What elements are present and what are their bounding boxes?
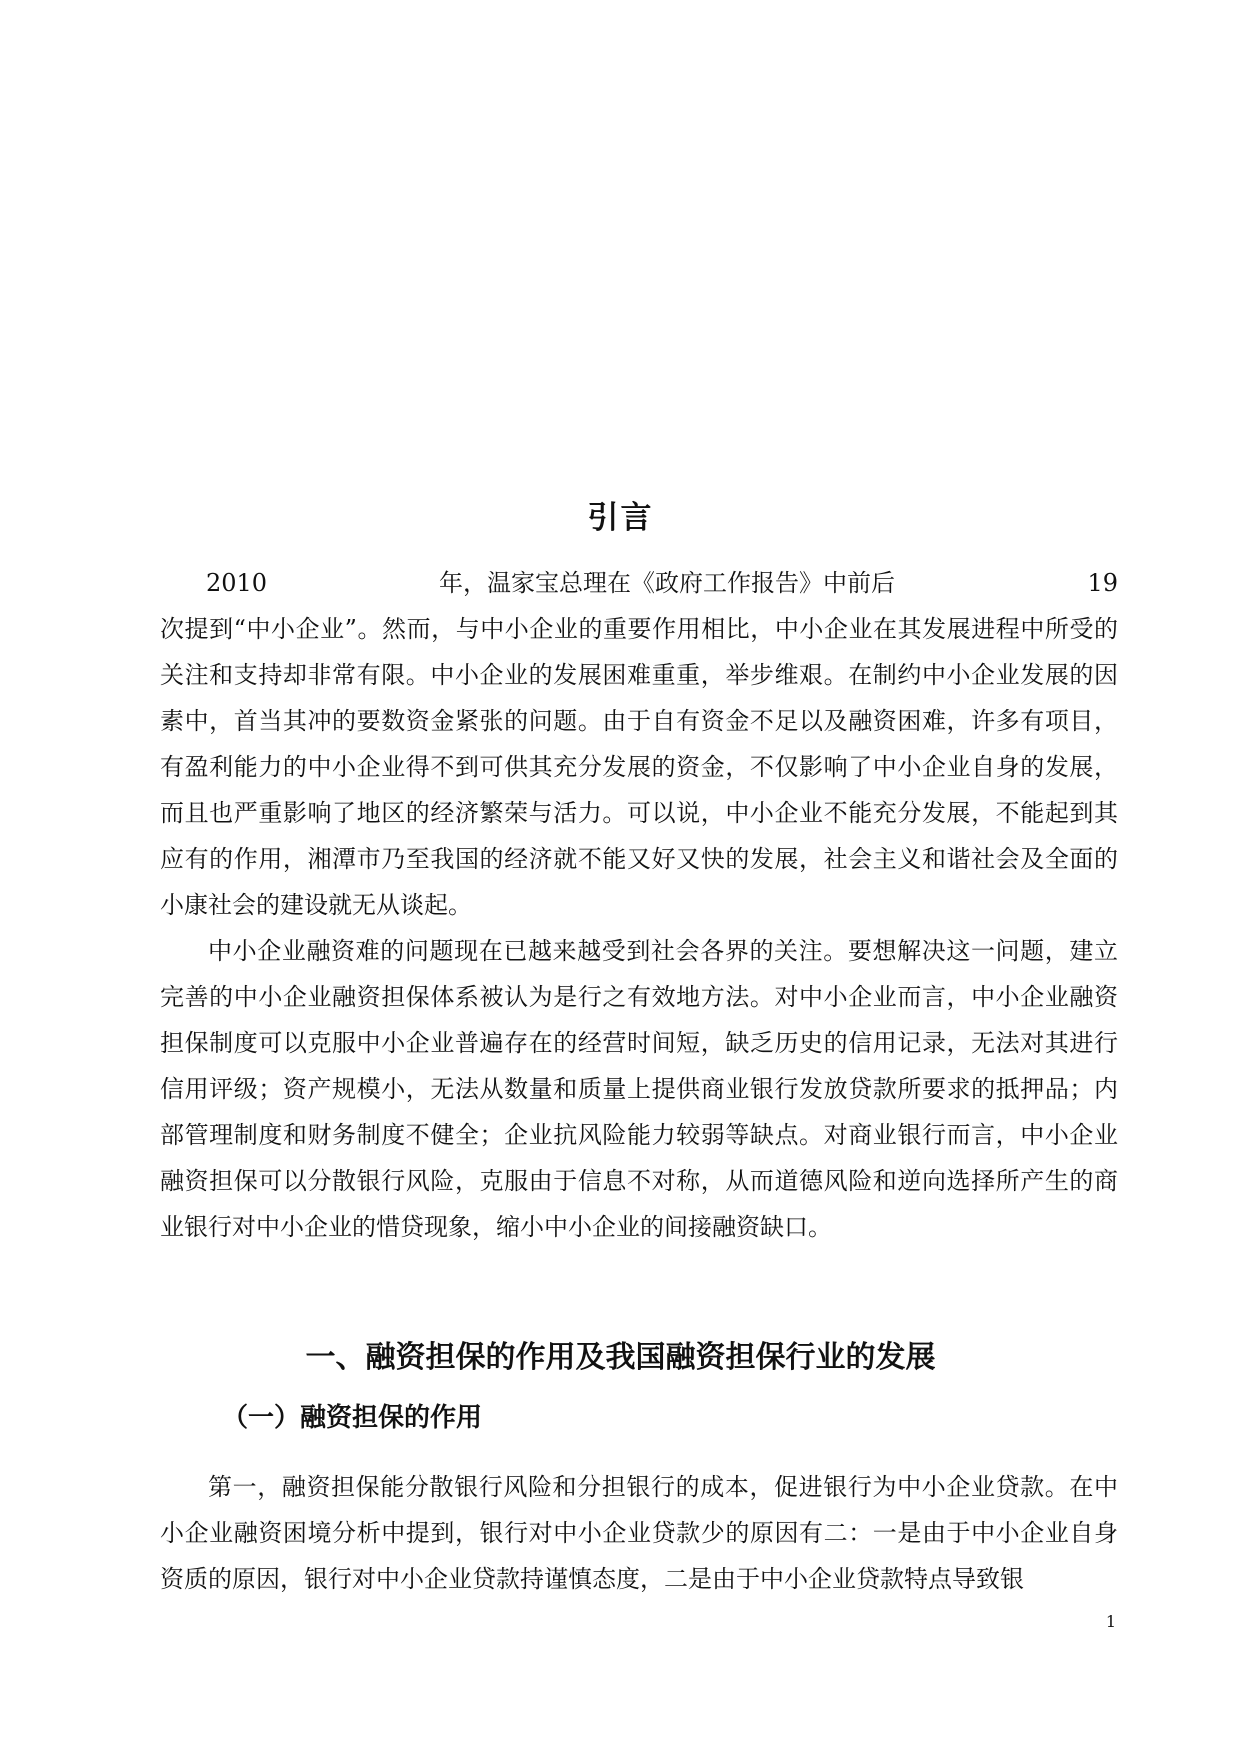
document-title: 引言 [587,500,654,536]
section-paragraph-1: 第一，融资担保能分散银行风险和分担银行的成本，促进银行为中小企业贷款。在中小企业融资困境分析中提到，银行对中小企业贷款少的原因有二：一是由于中小企业自身资质的原因，银行对中小企业贷款持谨慎态度，二是由于中小企业贷款特点导致银 [160,1473,1118,1593]
intro-count: 19 [1087,569,1118,597]
section-heading: 一、融资担保的作用及我国融资担保行业的发展 [305,1340,936,1375]
intro-year: 2010 [206,569,268,597]
page-number: 1 [1105,1612,1116,1631]
intro-first-line [160,560,1118,606]
intro-paragraph-2: 中小企业融资难的问题现在已越来越受到社会各界的关注。要想解决这一问题，建立完善的中小企业融资担保体系被认为是行之有效地方法。对中小企业而言，中小企业融资担保制度可以克服中小企业普遍存在的经营时间短，缺乏历史的信用记录，无法对其进行信用评级；资产规模小，无法从数量和质量上提供商业银行发放贷款所要求的抵押品；内部管理制度和财务制度不健全；企业抗风险能力较弱等缺点。对商业银行而言，中小企业融资担保可以分散银行风险，克服由于信息不对称，从而道德风险和逆向选择所产生的商业银行对中小企业的惜贷现象，缩小中小企业的间接融资缺口。 [160,937,1118,1241]
intro-paragraph-1: 次提到“中小企业”。然而，与中小企业的重要作用相比，中小企业在其发展进程中所受的关注和支持却非常有限。中小企业的发展困难重重，举步维艰。在制约中小企业发展的因素中，首当其冲的要数资金紧张的问题。由于自有资金不足以及融资困难，许多有项目，有盈利能力的中小企业得不到可供其充分发展的资金，不仅影响了中小企业自身的发展，而且也严重影响了地区的经济繁荣与活力。可以说，中小企业不能充分发展，不能起到其应有的作用，湘潭市乃至我国的经济就不能又好又快的发展，社会主义和谐社会及全面的小康社会的建设就无从谈起。 [160,615,1118,919]
intro-text: 年，温家宝总理在《政府工作报告》中前后 [439,569,895,597]
subsection-heading: （一）融资担保的作用 [222,1403,483,1433]
